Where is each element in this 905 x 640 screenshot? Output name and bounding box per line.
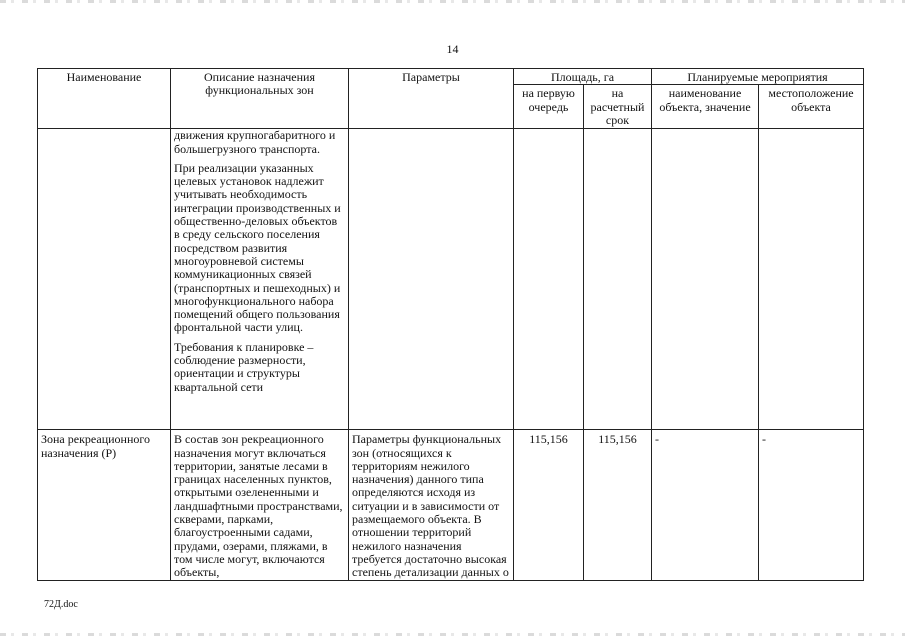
table-row bbox=[38, 129, 864, 430]
header-description: Описание назначения функциональных зон bbox=[171, 69, 349, 129]
header-area-first: на первую очередь bbox=[514, 85, 584, 129]
cell-area-first: 115,156 bbox=[514, 430, 584, 581]
table-row bbox=[38, 430, 864, 581]
header-planned-location: местоположение объекта bbox=[759, 85, 864, 129]
cell-area-first bbox=[514, 129, 584, 430]
description-paragraph: В состав зон рекреационного назначения могут включаться территории, занятые лесами в границах населенных пунктов, открытыми озелененными и ландшафтными пространствами, скверами, парками, благоустроенными садами, прудами, озерами, пляжами, в том числе могут, включаются объекты, bbox=[174, 432, 343, 580]
description-paragraph: Требования к планировке – соблюдение размерности, ориентации и структуры квартальной сети bbox=[174, 339, 314, 394]
cell-area-calc bbox=[584, 129, 652, 430]
cell-planned-name bbox=[652, 129, 759, 430]
zones-table bbox=[37, 68, 864, 581]
cell-name bbox=[38, 129, 171, 430]
scan-artifact-top bbox=[0, 0, 905, 3]
description-paragraph: При реализации указанных целевых установок надлежит учитывать необходимость интеграции производственных и общественно-деловых объектов в среду сельского поселения посредством развития многоуровневой системы коммуникационных связей (транспортных и пешеходных) и многофункционального набора помещений общего пользования фронтальной части улиц. bbox=[174, 160, 341, 335]
cell-planned-location: - bbox=[759, 430, 864, 581]
cell-params: Параметры функциональных зон (относящихся к территориям нежилого назначения) данного типа определяются исходя из ситуации и в зависимости от размещаемого объекта. В отношении территорий нежилого назначения требуется достаточно высокая степень детализации данных о bbox=[349, 430, 514, 581]
cell-area-calc: 115,156 bbox=[584, 430, 652, 581]
header-params: Параметры bbox=[349, 69, 514, 129]
header-area-calc: на расчетный срок bbox=[584, 85, 652, 129]
header-planned-name: наименование объекта, значение bbox=[652, 85, 759, 129]
header-planned: Планируемые мероприятия bbox=[652, 69, 864, 85]
header-area: Площадь, га bbox=[514, 69, 652, 85]
cell-name: Зона рекреационного назначения (Р) bbox=[38, 430, 171, 581]
cell-planned-name: - bbox=[652, 430, 759, 581]
page-number: 14 bbox=[446, 42, 459, 56]
footer-filename: 72Д.doc bbox=[44, 599, 78, 610]
scan-artifact-bottom bbox=[0, 633, 905, 636]
header-name: Наименование bbox=[38, 69, 171, 129]
cell-params bbox=[349, 129, 514, 430]
cell-description bbox=[171, 129, 349, 430]
cell-description bbox=[171, 430, 349, 581]
description-paragraph: движения крупногабаритного и большегрузного транспорта. bbox=[174, 128, 336, 156]
cell-planned-location bbox=[759, 129, 864, 430]
